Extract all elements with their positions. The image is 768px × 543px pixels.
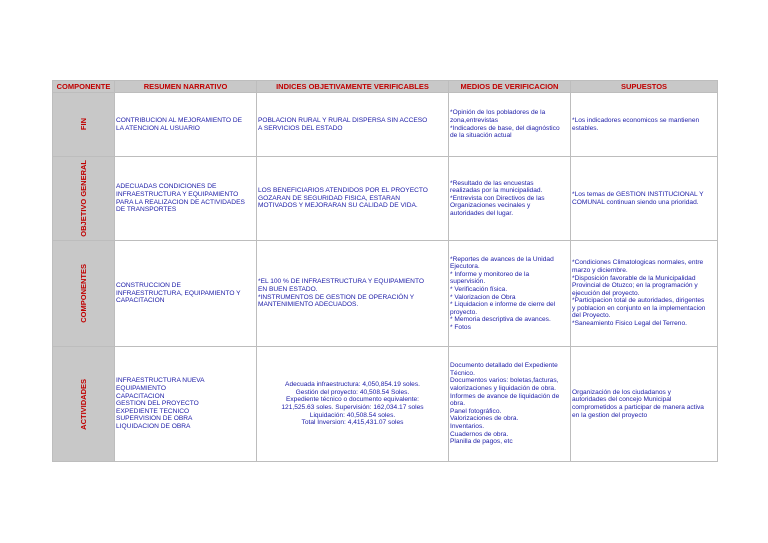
cell-line: MOTIVADOS Y MEJORARAN SU CALIDAD DE VIDA.	[258, 202, 418, 210]
cell-line: INFRAESTRUCTURA Y EQUIPAMIENTO	[116, 190, 239, 198]
row-label: OBJETIVO GENERAL	[79, 160, 88, 237]
cell-line: supervisión.	[450, 278, 486, 286]
marco-logico-table	[52, 80, 718, 462]
cell-line: EXPEDIENTE TECNICO	[116, 407, 190, 415]
cell-line: Técnico.	[450, 369, 475, 377]
cell-line: LIQUIDACION DE OBRA	[116, 422, 191, 430]
cell-line: *Disposición favorable de la Municipalidad	[572, 274, 696, 282]
header-supuestos: SUPUESTOS	[571, 81, 718, 93]
cell-line: *Los temas de GESTION INSTITUCIONAL Y	[572, 190, 704, 198]
cell-line: Panel fotográfico.	[450, 407, 502, 415]
cell-line: ADECUADAS CONDICIONES DE	[116, 183, 217, 191]
cell-line: autoridades del lugar.	[450, 209, 514, 217]
cell-line: Planilla de pagos, etc	[450, 438, 513, 446]
supuestos-cell	[571, 241, 718, 347]
cell-line: *Condiciones Climatologicas normales, entre	[572, 259, 704, 267]
cell-line: realizadas por la municipalidad.	[450, 187, 543, 195]
cell-line: * Memoria descriptiva de avances.	[450, 316, 551, 324]
cell-line: Inventarios.	[450, 422, 485, 430]
supuestos-cell	[571, 347, 718, 462]
cell-line: EN BUEN ESTADO.	[258, 285, 318, 293]
cell-line: Ejecutora.	[450, 263, 480, 271]
indices-cell	[257, 157, 449, 241]
header-medios: MEDIOS DE VERIFICACION	[449, 81, 571, 93]
cell-line: INFRAESTRUCTURA, EQUIPAMIENTO Y	[116, 289, 241, 297]
cell-line: CONSTRUCCION DE	[116, 282, 181, 290]
cell-line: MANTENIMIENTO ADECUADOS.	[258, 301, 359, 309]
cell-line: zona,entrevistas	[450, 116, 499, 124]
cell-line: Organizaciones vecinales y	[450, 202, 531, 210]
cell-line: SUPERVISION DE OBRA	[116, 415, 193, 423]
cell-line: POBLACION RURAL Y RURAL DISPERSA SIN ACCESO	[258, 116, 428, 124]
medios-cell	[449, 157, 571, 241]
cell-line: COMUNAL continuan siendo una prioridad.	[572, 198, 699, 206]
cell-line: Total Inversion: 4,415,431.07 soles	[301, 419, 404, 427]
header-indices: INDICES OBJETIVAMENTE VERIFICABLES	[257, 81, 449, 93]
cell-line: * Verificación física.	[450, 285, 508, 293]
header-componente: COMPONENTE	[53, 81, 115, 93]
resumen-cell	[115, 157, 257, 241]
indices-cell	[257, 93, 449, 157]
cell-line: *Reportes de avances de la Unidad	[450, 255, 554, 263]
row-label: FIN	[79, 118, 88, 131]
cell-line: proyecto.	[450, 308, 478, 316]
cell-line: Gestión del proyecto: 40,508.54 Soles.	[295, 388, 410, 396]
cell-line: autoridades del concejo Municipal	[572, 396, 672, 404]
cell-line: 121,525.63 soles. Supervisión: 162,034.17 soles	[281, 404, 424, 411]
cell-line: Expediente técnico o documento equivalente:	[285, 396, 420, 404]
cell-line: LA ATENCION AL USUARIO	[116, 124, 200, 132]
header-resumen-narrativo: RESUMEN NARRATIVO	[115, 81, 257, 93]
cell-line: Documento detallado del Expediente	[450, 362, 558, 370]
cell-line: Cuadernos de obra.	[450, 430, 509, 438]
cell-line: valorizaciones y liquidación de obra.	[450, 385, 556, 393]
cell-line: Informes de avance de liquidación de	[450, 392, 560, 400]
table-row	[53, 157, 718, 241]
cell-line: *Resultado de las encuestas	[450, 179, 534, 187]
supuestos-cell	[571, 157, 718, 241]
cell-line: de la situación actual	[450, 132, 512, 140]
cell-line: LOS BENEFICIARIOS ATENDIDOS POR EL PROYECTO	[258, 187, 428, 195]
row-label-cell	[53, 157, 115, 241]
cell-line: * Informe y monitoreo de la	[450, 270, 530, 278]
resumen-cell	[115, 241, 257, 347]
medios-cell	[449, 347, 571, 462]
cell-line: Documentos varios: boletas,facturas,	[450, 377, 559, 385]
cell-line: *INSTRUMENTOS DE GESTION DE OPERACIÓN Y	[258, 293, 415, 301]
cell-line: DE TRANSPORTES	[116, 206, 177, 214]
resumen-cell	[115, 347, 257, 462]
cell-line: *Entrevista con Directivos de las	[450, 194, 545, 202]
cell-line: CAPACITACION	[116, 297, 165, 305]
cell-line: marzo y diciembre.	[572, 266, 628, 274]
indices-cell	[257, 241, 449, 347]
cell-line: y poblacion en conjunto en la implementacion	[572, 304, 706, 312]
cell-line: *Saneamiento Fisico Legal del Terreno.	[572, 320, 687, 328]
row-label: ACTIVIDADES	[79, 378, 88, 430]
cell-line: CONTRIBUCION AL MEJORAMIENTO DE	[116, 116, 243, 124]
cell-line: estables.	[572, 124, 599, 132]
cell-line: * Valorizacion de Obra	[450, 293, 516, 301]
medios-cell	[449, 241, 571, 347]
cell-line: GESTION DEL PROYECTO	[116, 400, 199, 408]
cell-line: *Participacion total de autoridades, dirigentes	[572, 297, 705, 305]
cell-line: *Indicadores de base, del diagnóstico	[450, 124, 560, 132]
row-label-cell	[53, 93, 115, 157]
cell-line: * Liquidacion e informe de cierre del	[450, 301, 556, 309]
cell-line: *Los indicadores economicos se mantienen	[572, 116, 700, 124]
cell-line: * Fotos	[450, 323, 471, 331]
cell-line: *EL 100 % DE INFRAESTRUCTURA Y EQUIPAMIENTO	[258, 278, 424, 286]
row-label-cell	[53, 347, 115, 462]
resumen-cell	[115, 93, 257, 157]
cell-line: INFRAESTRUCTURA NUEVA	[116, 377, 205, 385]
cell-line: comprometidos a participar de manera activa	[572, 404, 704, 411]
supuestos-cell	[571, 93, 718, 157]
table-row	[53, 93, 718, 157]
header-row	[53, 81, 718, 93]
table-row	[53, 347, 718, 462]
medios-cell	[449, 93, 571, 157]
cell-line: PARA LA REALIZACION DE ACTIVIDADES	[116, 198, 245, 206]
cell-line: CAPACITACION	[116, 392, 165, 400]
cell-line: Adecuada infraestructura: 4,050,854.19 soles.	[285, 381, 420, 389]
cell-line: en la gestion del proyecto	[572, 411, 648, 419]
cell-line: *Opinión de los pobladores de la	[450, 109, 546, 117]
cell-line: EQUIPAMIENTO	[116, 385, 166, 393]
cell-line: GOZARAN DE SEGURIDAD FISICA, ESTARAN	[258, 194, 401, 202]
cell-line: obra.	[450, 400, 466, 408]
table-row	[53, 241, 718, 347]
cell-line: Organización de los ciudadanos y	[572, 388, 671, 396]
row-label: COMPONENTES	[79, 264, 88, 323]
cell-line: Valorizaciones de obra.	[450, 415, 519, 423]
cell-line: A SERVICIOS DEL ESTADO	[258, 124, 343, 132]
cell-line: ejecución del proyecto.	[572, 289, 640, 297]
cell-line: Provincial de Otuzco; en la programación y	[572, 282, 698, 290]
cell-line: del Proyecto.	[572, 312, 611, 320]
cell-line: Liquidación: 40,508.54 soles.	[309, 411, 396, 419]
indices-cell	[257, 347, 449, 462]
row-label-cell	[53, 241, 115, 347]
